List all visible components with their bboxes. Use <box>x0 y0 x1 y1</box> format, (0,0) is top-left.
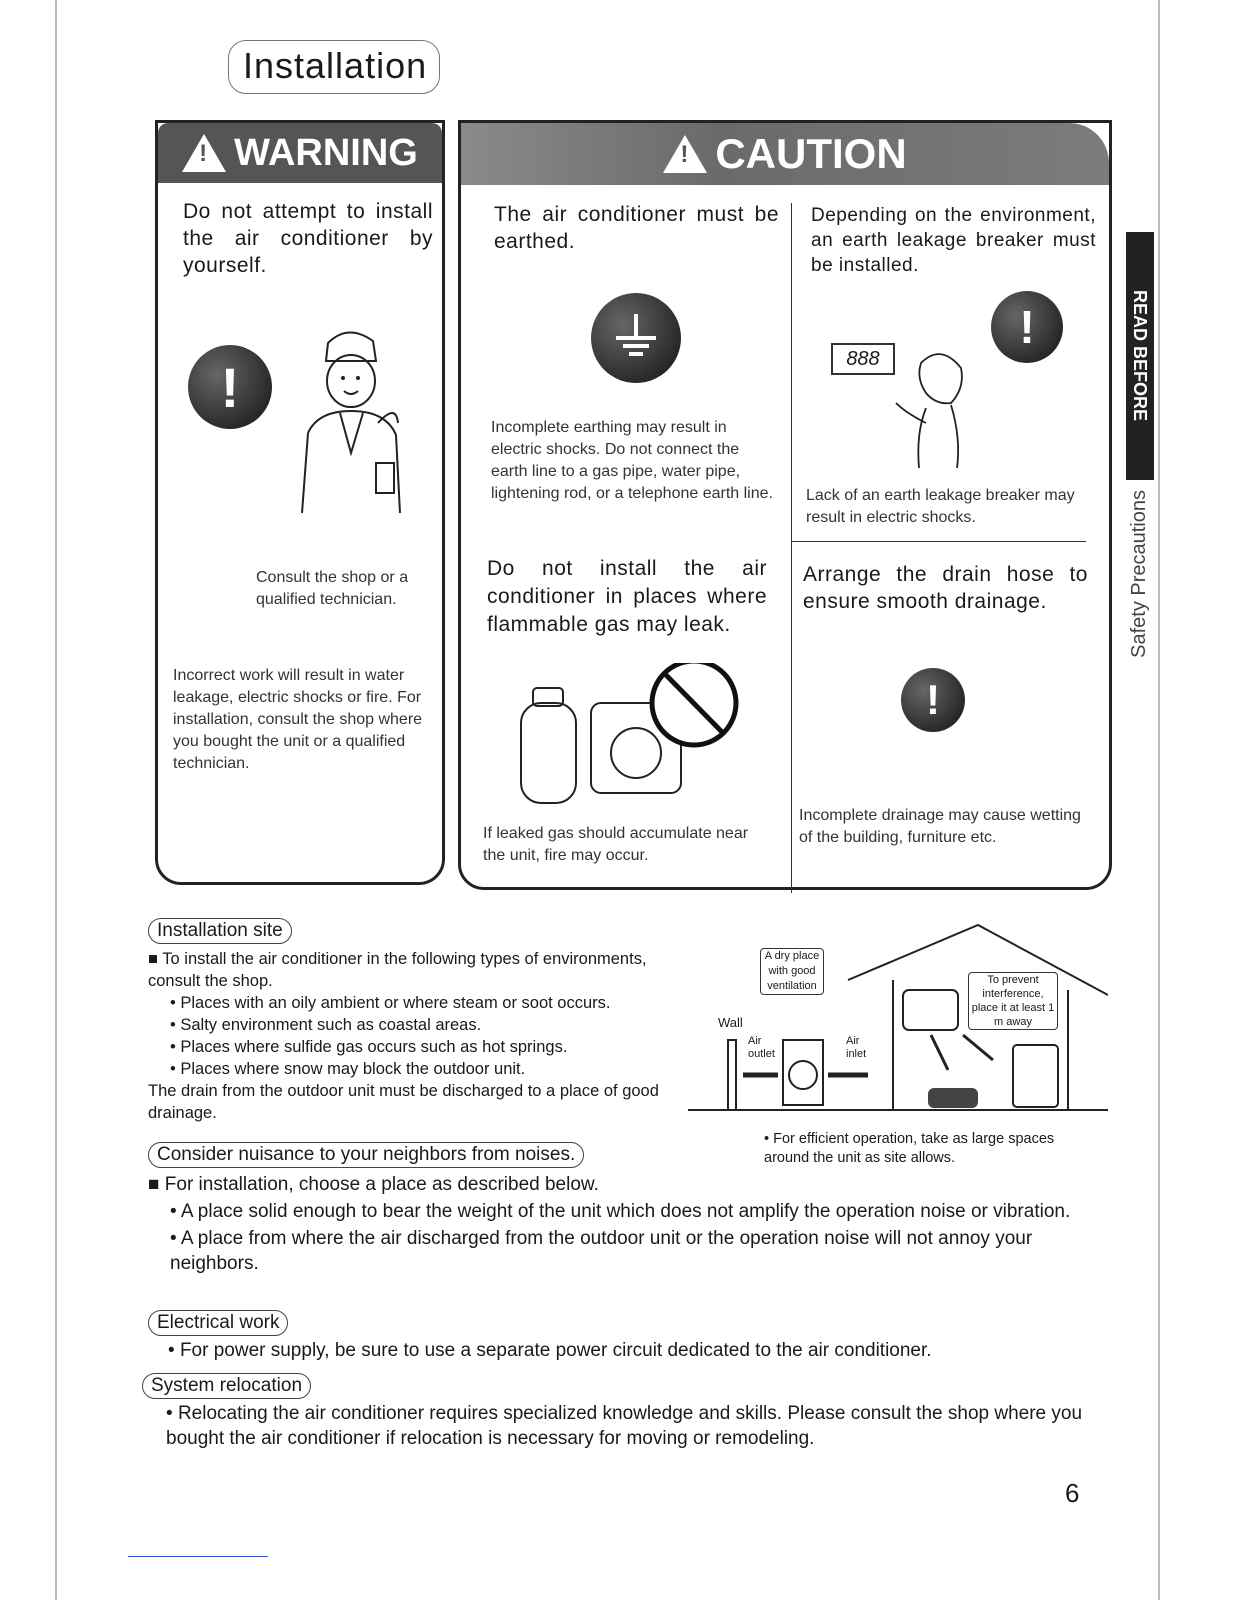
site-item-4: • Places where snow may block the outdoor unit. <box>170 1060 526 1078</box>
caution-triangle-icon <box>663 135 707 173</box>
gas-note: If leaked gas should accumulate near the unit, fire may occur. <box>483 825 749 864</box>
diagram-caption: • For efficient operation, take as large spaces around the unit as site allows. <box>764 1131 1055 1166</box>
site-diagram <box>688 920 1108 1120</box>
drain-discharge-note: The drain from the outdoor unit must be discharged to a place of good drainage. <box>148 1082 659 1122</box>
relocation-item-text: Relocating the air conditioner requires specialized knowledge and skills. Please consult the shop where you bought the air conditioner if relocation is necessary for moving or remodeling. <box>166 1403 1083 1449</box>
neighbors-item-text: A place from where the air discharged from the outdoor unit or the operation noise will not annoy your neighbors. <box>170 1228 1033 1274</box>
relocation-section <box>142 1373 1092 1451</box>
caution-label: CAUTION <box>715 130 907 177</box>
relocation-title: System relocation <box>142 1373 311 1399</box>
site-item-1: • Places with an oily ambient or where steam or soot occurs. <box>170 994 611 1012</box>
electrical-item: • For power supply, be sure to use a separate power circuit dedicated to the air conditioner. <box>168 1340 932 1361</box>
site-item-text: Places where snow may block the outdoor unit. <box>180 1060 526 1078</box>
square-bullet-icon: ■ <box>148 1174 160 1195</box>
caution-panel <box>458 120 1112 890</box>
warning-label: WARNING <box>234 131 418 174</box>
side-section-label: Safety Precautions <box>1128 490 1150 658</box>
site-item-3: • Places where sulfide gas occurs such as hot springs. <box>170 1038 568 1056</box>
warning-heading: Do not attempt to install the air conditioner by yourself. <box>183 200 433 277</box>
neighbors-intro: For installation, choose a place as described below. <box>164 1174 599 1195</box>
wall-label: Wall <box>718 1015 743 1030</box>
caution-row-divider <box>791 541 1086 542</box>
leakage-note: Lack of an earth leakage breaker may result in electric shocks. <box>806 487 1075 526</box>
page-title: Installation <box>228 40 440 94</box>
side-tab: READ BEFORE <box>1126 232 1154 480</box>
air-inlet-label: Air inlet <box>846 1035 867 1060</box>
warning-note: Incorrect work will result in water leakage, electric shocks or fire. For installation, consult the shop where you bought the unit or a qualified technician. <box>173 667 423 772</box>
exclamation-icon: ! <box>188 345 272 429</box>
page-number: 6 <box>1065 1478 1080 1508</box>
drain-note: Incomplete drainage may cause wetting of the building, furniture etc. <box>799 807 1081 846</box>
technician-illustration-icon <box>268 323 428 523</box>
installation-site-title: Installation site <box>148 918 292 944</box>
bottom-rule <box>128 1556 268 1557</box>
gas-cylinder-prohibited-icon <box>501 663 751 823</box>
diagram-caption-text: For efficient operation, take as large spaces around the unit as site allows. <box>764 1131 1055 1166</box>
square-bullet-icon: ■ <box>148 950 158 968</box>
drain-exclamation-icon: ! <box>901 668 965 732</box>
site-item-text: Places with an oily ambient or where steam or soot occurs. <box>180 994 611 1012</box>
neighbors-item-1: • A place solid enough to bear the weight of the unit which does not amplify the operation noise or vibration. <box>170 1201 1071 1222</box>
warning-header <box>158 123 442 183</box>
site-item-2: • Salty environment such as coastal areas. <box>170 1016 482 1034</box>
earth-note: Incomplete earthing may result in electric shocks. Do not connect the earth line to a gas pipe, water pipe, lightening rod, or a telephone earth line. <box>491 419 773 502</box>
installation-site-intro: To install the air conditioner in the following types of environments, consult the shop. <box>148 950 647 990</box>
leakage-exclamation-icon: ! <box>991 291 1063 363</box>
air-outlet-label: Air outlet <box>748 1035 775 1060</box>
warning-triangle-icon <box>182 134 226 172</box>
neighbors-title: Consider nuisance to your neighbors from noises. <box>148 1142 584 1168</box>
breaker-display-icon: 888 <box>831 343 895 375</box>
drain-heading: Arrange the drain hose to ensure smooth drainage. <box>803 563 1088 613</box>
relocation-item: • Relocating the air conditioner requires specialized knowledge and skills. Please consult the shop where you bought the air conditioner if relocation is necessary for moving or remodeling. <box>166 1403 1083 1449</box>
gas-heading: Do not install the air conditioner in places where flammable gas may leak. <box>487 557 767 636</box>
woman-illustration-icon <box>881 343 981 473</box>
caution-header <box>461 123 1109 185</box>
interference-callout: To prevent interference, place it at least 1 m away <box>968 972 1058 1030</box>
earth-ground-icon <box>591 293 681 383</box>
site-item-text: Salty environment such as coastal areas. <box>180 1016 482 1034</box>
installation-site-section <box>148 918 678 1124</box>
leakage-heading: Depending on the environment, an earth leakage breaker must be installed. <box>811 205 1096 276</box>
neighbors-intro-row <box>148 1172 1093 1197</box>
electrical-section <box>148 1310 1093 1363</box>
warning-panel <box>155 120 445 885</box>
site-item-text: Places where sulfide gas occurs such as hot springs. <box>180 1038 568 1056</box>
installation-site-intro-row <box>148 948 678 992</box>
neighbors-section <box>148 1142 1093 1276</box>
left-page-edge <box>55 0 57 1600</box>
neighbors-item-text: A place solid enough to bear the weight of the unit which does not amplify the operation noise or vibration. <box>180 1201 1071 1222</box>
earth-heading: The air conditioner must be earthed. <box>494 203 779 253</box>
right-page-edge <box>1158 0 1160 1600</box>
electrical-title: Electrical work <box>148 1310 288 1336</box>
warning-consult-note: Consult the shop or a qualified technician. <box>256 569 409 608</box>
electrical-item-text: For power supply, be sure to use a separate power circuit dedicated to the air conditioner. <box>179 1340 932 1361</box>
neighbors-item-2: • A place from where the air discharged from the outdoor unit or the operation noise will not annoy your neighbors. <box>170 1228 1033 1274</box>
dry-place-callout: A dry place with good ventilation <box>760 948 824 995</box>
caution-col-divider <box>791 203 792 893</box>
